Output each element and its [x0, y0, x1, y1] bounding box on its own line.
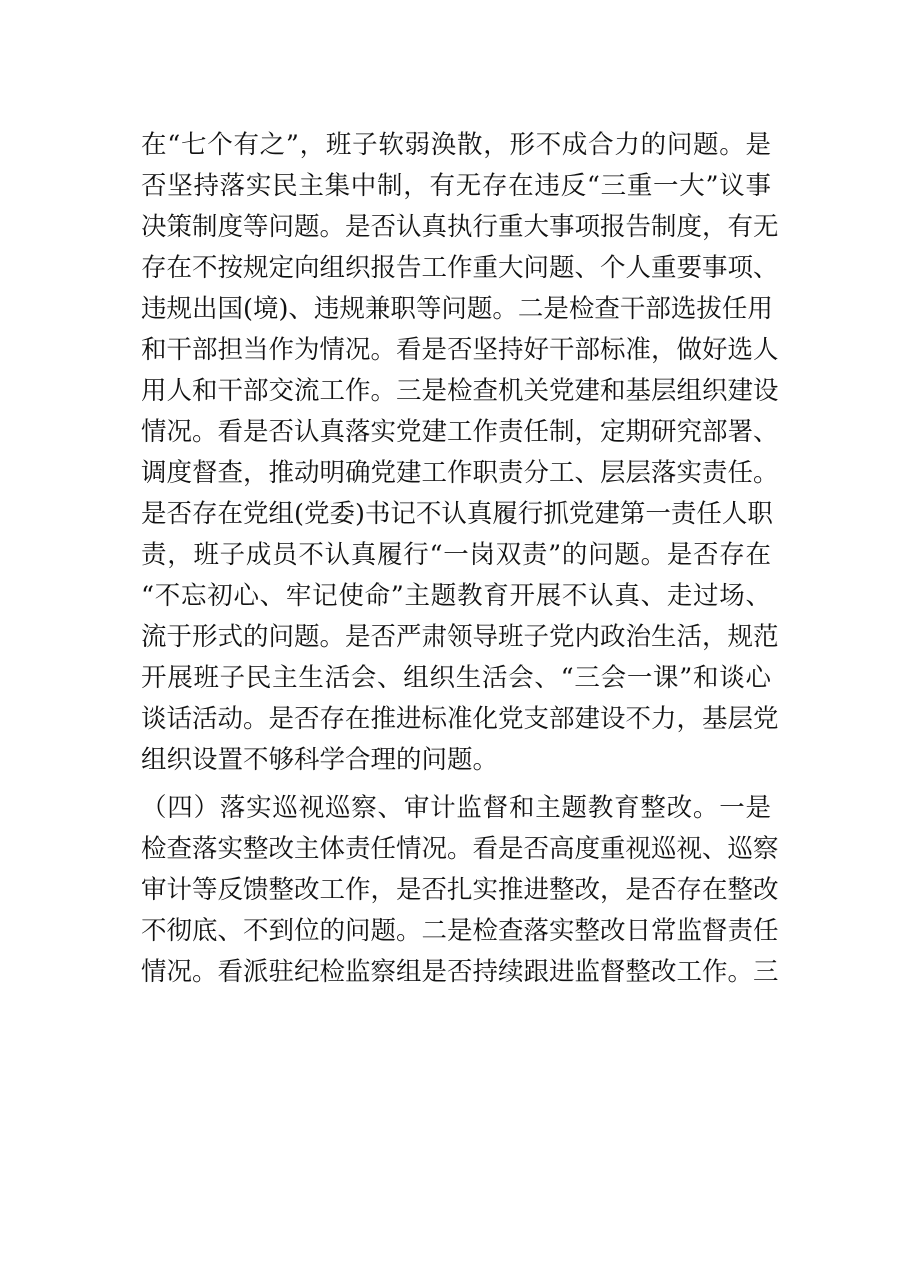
text-line: 不彻底、不到位的问题。二是检查落实整改日常监督责任 [141, 916, 779, 946]
text-line: 责，班子成员不认真履行“一岗双责”的问题。是否存在 [141, 540, 771, 570]
text-line: （四）落实巡视巡察、审计监督和主题教育整改。一是 [141, 793, 771, 823]
text-line: 情况。看是否认真落实党建工作责任制，定期研究部署、 [141, 417, 779, 447]
text-line: 调度督查，推动明确党建工作职责分工、层层落实责任。 [141, 458, 779, 488]
text-line: 是否存在党组(党委)书记不认真履行抓党建第一责任人职 [141, 499, 773, 529]
text-line: 谈话活动。是否存在推进标准化党支部建设不力，基层党 [141, 704, 779, 734]
text-line: 检查落实整改主体责任情况。看是否高度重视巡视、巡察 [141, 834, 779, 864]
text-line: “不忘初心、牢记使命”主题教育开展不认真、走过场、 [141, 581, 771, 611]
text-line: 情况。看派驻纪检监察组是否持续跟进监督整改工作。三 [141, 957, 779, 987]
text-line: 否坚持落实民主集中制，有无存在违反“三重一大”议事 [141, 171, 771, 201]
text-line: 在“七个有之”，班子软弱涣散，形不成合力的问题。是 [141, 130, 771, 160]
text-line: 违规出国(境)、违规兼职等问题。二是检查干部选拔任用 [141, 294, 773, 324]
text-line: 决策制度等问题。是否认真执行重大事项报告制度，有无 [141, 212, 779, 242]
text-line: 流于形式的问题。是否严肃领导班子党内政治生活，规范 [141, 622, 779, 652]
text-line: 用人和干部交流工作。三是检查机关党建和基层组织建设 [141, 376, 779, 406]
text-line: 审计等反馈整改工作，是否扎实推进整改，是否存在整改 [141, 875, 779, 905]
text-line: 和干部担当作为情况。看是否坚持好干部标准，做好选人 [141, 335, 779, 365]
text-line: 存在不按规定向组织报告工作重大问题、个人重要事项、 [141, 253, 779, 283]
text-line: 开展班子民主生活会、组织生活会、“三会一课”和谈心 [141, 663, 771, 693]
text-line: 组织设置不够科学合理的问题。 [141, 745, 499, 775]
